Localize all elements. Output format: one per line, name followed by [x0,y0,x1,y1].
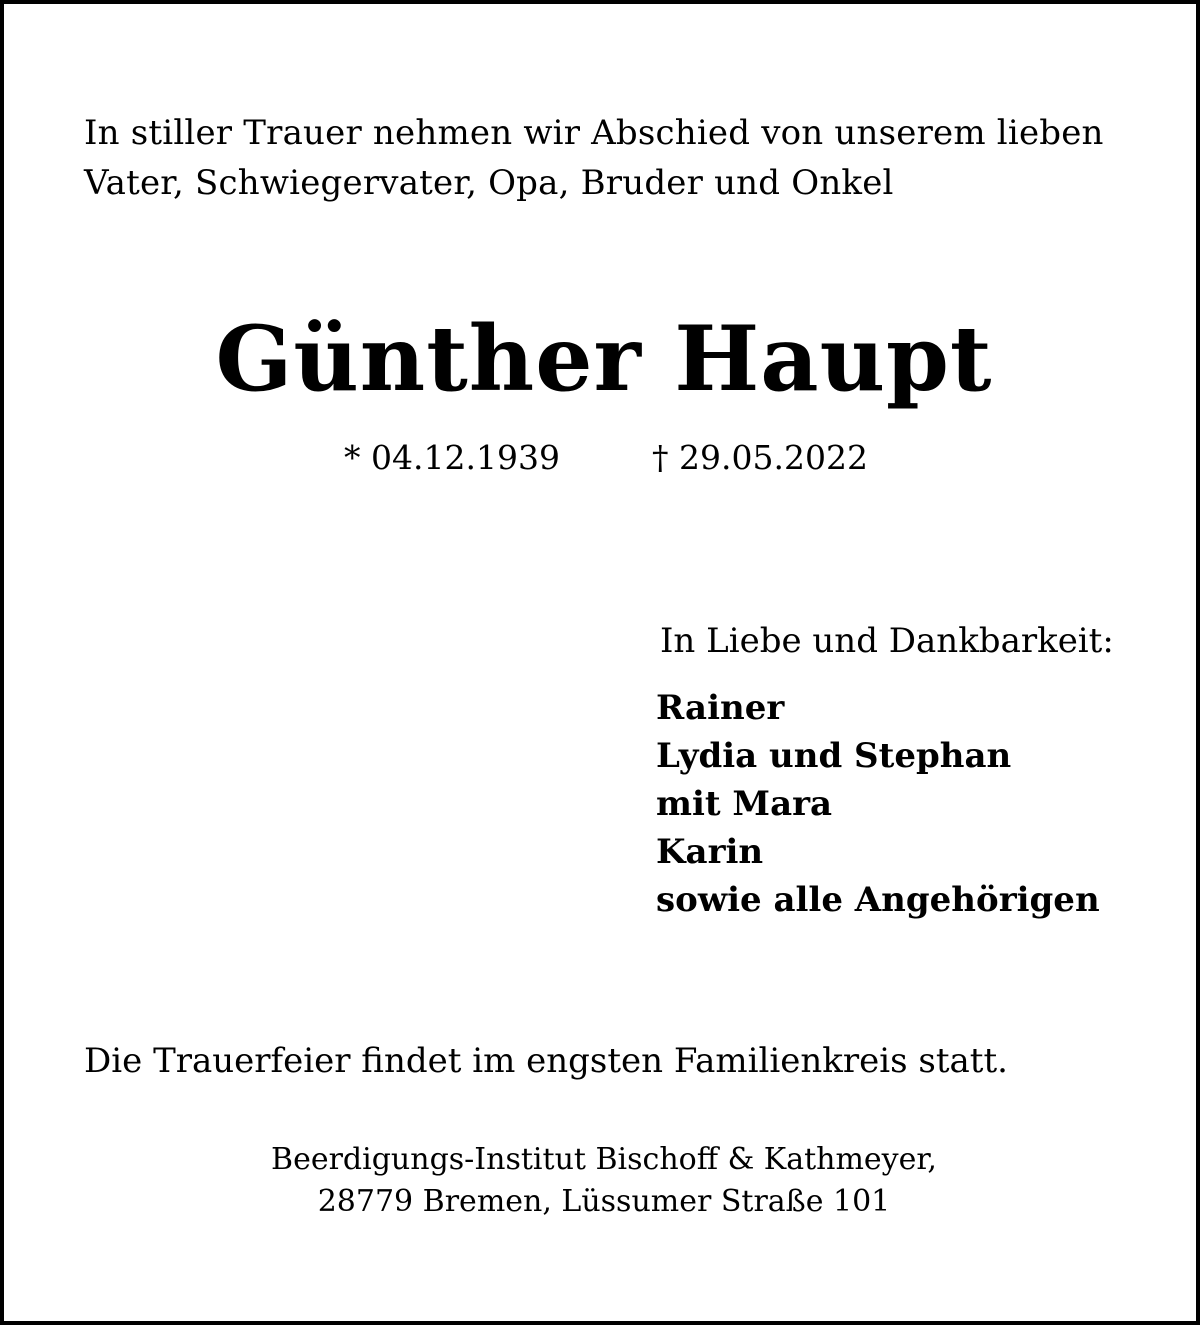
mourner-item: Lydia und Stephan [656,736,1012,776]
mourner-item: mit Mara [656,784,833,824]
dedication-text: In Liebe und Dankbarkeit: [660,621,1114,661]
ceremony-note: Die Trauerfeier findet im engsten Familienkreis statt. [84,1041,1008,1081]
intro-line: Vater, Schwiegervater, Opa, Bruder und Onkel [84,163,894,203]
funeral-home-info [4,1139,1200,1223]
mourner-item: sowie alle Angehörigen [656,880,1100,920]
funeral-home-name: Beerdigungs-Institut Bischoff & Kathmeyer, [271,1142,937,1177]
intro-text [84,108,1174,208]
death-date: † 29.05.2022 [652,438,868,477]
funeral-home-address: 28779 Bremen, Lüssumer Straße 101 [317,1184,891,1219]
birth-date: * 04.12.1939 [344,438,560,477]
mourners-list [656,684,1100,924]
mourner-item: Karin [656,832,764,872]
deceased-name: Günther Haupt [215,306,993,412]
mourner-item: Rainer [656,688,785,728]
intro-line: In stiller Trauer nehmen wir Abschied von unserem lieben [84,113,1104,153]
